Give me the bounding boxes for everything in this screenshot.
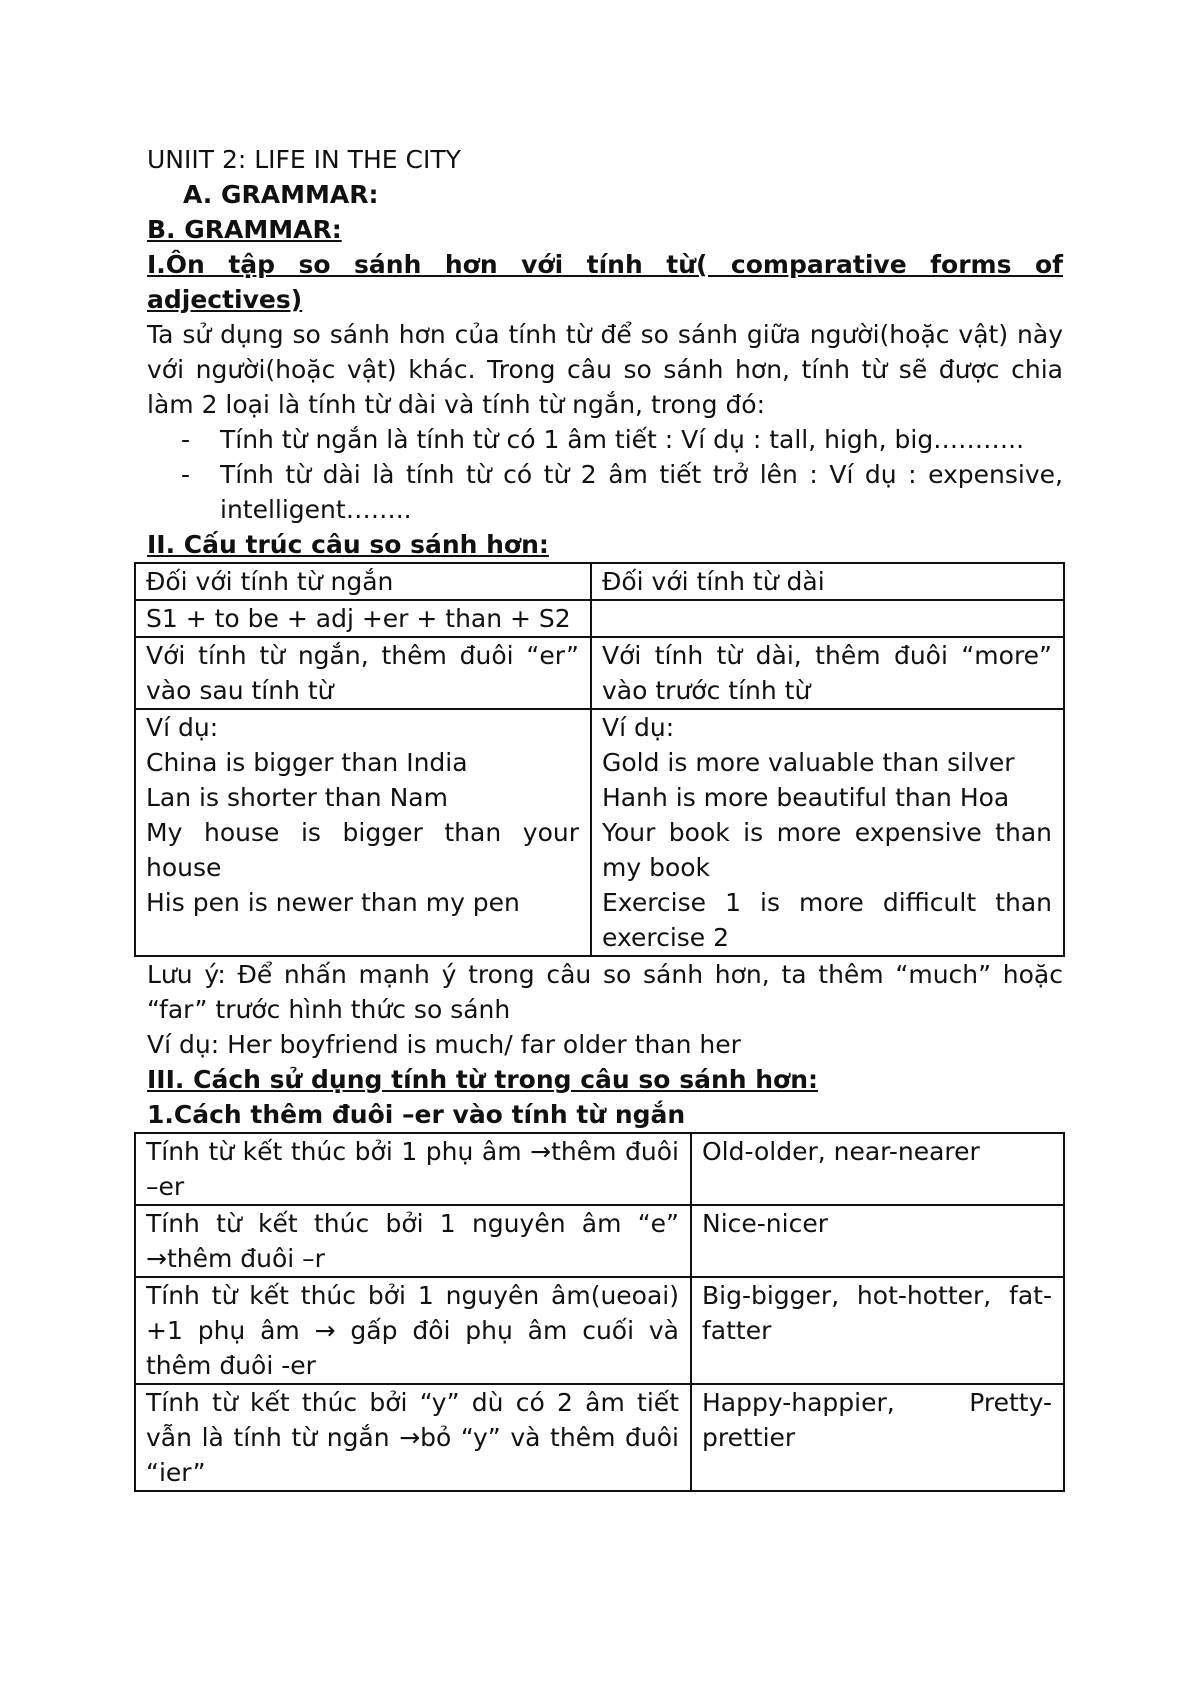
part1-intro: Ta sử dụng so sánh hơn của tính từ để so sánh giữa người(hoặc vật) này với người(hoặc vật) khác. Trong câu so sánh hơn, tính từ sẽ được chia làm 2 loại là tính từ dài và tính từ ngắn, trong đó:	[147, 320, 1063, 419]
example-cell: Nice-nicer	[691, 1205, 1064, 1277]
table-row	[135, 1384, 1064, 1491]
examples-short-cell	[135, 709, 591, 956]
bullet-text: Tính từ ngắn là tính từ có 1 âm tiết : Ví dụ : tall, high, big………..	[220, 425, 1025, 454]
table-row	[135, 637, 1064, 709]
table-row	[135, 1277, 1064, 1384]
structure-long-cell	[591, 600, 1064, 637]
example-sentence: Your book is more expensive than my book	[602, 818, 1052, 882]
er-suffix-table	[134, 1132, 1065, 1492]
comparative-structure-table	[134, 562, 1065, 957]
note-text: Lưu ý: Để nhấn mạnh ý trong câu so sánh hơn, ta thêm “much” hoặc “far” trước hình thức so sánh	[147, 960, 1063, 1024]
table-row	[135, 709, 1064, 956]
section-b-heading: B. GRAMMAR:	[147, 215, 342, 244]
dash-bullet: -	[181, 425, 191, 454]
rule-cell: Tính từ kết thúc bởi “y” dù có 2 âm tiết vẫn là tính từ ngắn →bỏ “y” và thêm đuôi “ier”	[135, 1384, 691, 1491]
list-item	[147, 457, 1063, 527]
rule-cell: Tính từ kết thúc bởi 1 nguyên âm(ueoai) +1 phụ âm → gấp đôi phụ âm cuối và thêm đuôi -er	[135, 1277, 691, 1384]
table-row	[135, 600, 1064, 637]
header-long-adjectives: Đối với tính từ dài	[591, 563, 1064, 600]
note-example: Ví dụ: Her boyfriend is much/ far older than her	[147, 1030, 741, 1059]
list-item	[147, 422, 1063, 457]
example-label: Ví dụ:	[146, 713, 219, 742]
example-sentence: My house is bigger than your house	[146, 818, 579, 882]
part1-bullet-list	[147, 422, 1063, 527]
table-row	[135, 1205, 1064, 1277]
part1-heading: I.Ôn tập so sánh hơn với tính từ( comparative forms of adjectives)	[147, 250, 1063, 314]
table-header-row	[135, 563, 1064, 600]
part3-subheading: 1.Cách thêm đuôi –er vào tính từ ngắn	[147, 1100, 686, 1129]
bullet-text: Tính từ dài là tính từ có từ 2 âm tiết trở lên : Ví dụ : expensive, intelligent……..	[220, 460, 1063, 524]
example-sentence: His pen is newer than my pen	[146, 888, 520, 917]
header-short-adjectives: Đối với tính từ ngắn	[135, 563, 591, 600]
example-sentence: China is bigger than India	[146, 748, 468, 777]
example-label: Ví dụ:	[602, 713, 675, 742]
examples-long-cell	[591, 709, 1064, 956]
example-sentence: Lan is shorter than Nam	[146, 783, 448, 812]
document-page	[147, 142, 1063, 1492]
document-title: UNIIT 2: LIFE IN THE CITY	[147, 145, 461, 174]
example-sentence: Exercise 1 is more difficult than exercise 2	[602, 888, 1052, 952]
rule-short-cell: Với tính từ ngắn, thêm đuôi “er” vào sau tính từ	[135, 637, 591, 709]
part3-heading: III. Cách sử dụng tính từ trong câu so sánh hơn:	[147, 1065, 819, 1094]
section-a-heading: A. GRAMMAR:	[183, 180, 379, 209]
example-cell: Old-older, near-nearer	[691, 1133, 1064, 1205]
dash-bullet: -	[181, 460, 191, 489]
example-cell: Happy-happier, Pretty-prettier	[691, 1384, 1064, 1491]
example-sentence: Gold is more valuable than silver	[602, 748, 1015, 777]
structure-short-cell: S1 + to be + adj +er + than + S2	[135, 600, 591, 637]
table-row	[135, 1133, 1064, 1205]
rule-cell: Tính từ kết thúc bởi 1 phụ âm →thêm đuôi –er	[135, 1133, 691, 1205]
rule-long-cell: Với tính từ dài, thêm đuôi “more” vào trước tính từ	[591, 637, 1064, 709]
example-sentence: Hanh is more beautiful than Hoa	[602, 783, 1010, 812]
example-cell: Big-bigger, hot-hotter, fat-fatter	[691, 1277, 1064, 1384]
rule-cell: Tính từ kết thúc bởi 1 nguyên âm “e” →thêm đuôi –r	[135, 1205, 691, 1277]
part2-heading: II. Cấu trúc câu so sánh hơn:	[147, 530, 549, 559]
